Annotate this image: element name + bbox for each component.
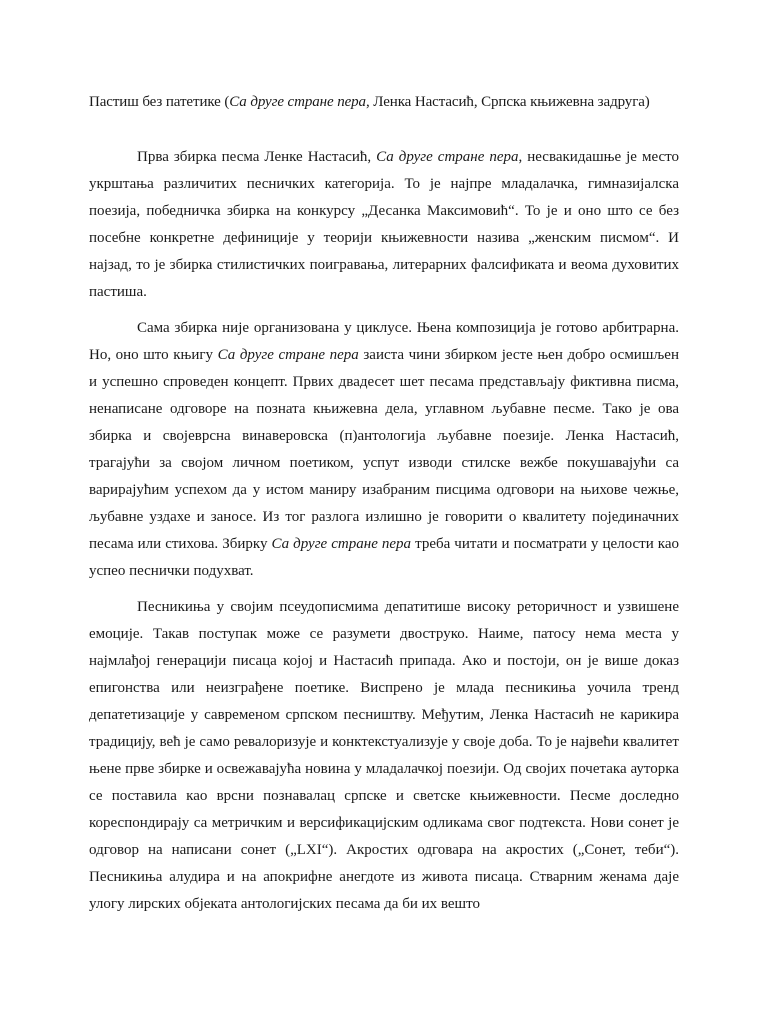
paragraph-2-book-name: Са друге стране пера xyxy=(217,347,359,363)
paragraph-1 xyxy=(89,144,679,306)
title-book-name: Са друге стране пера xyxy=(229,94,366,110)
paragraph-2-text-c: треба читати и посматрати у целости као успео песнички подухват. xyxy=(89,536,679,579)
paragraph-2-book-name-2: Са друге стране пера xyxy=(271,536,412,552)
paragraph-1-text-b: , несвакидашње је место укрштања различитих песничких категорија. То је најпре младалачка, гимназијалска поезија, победничка збирка на конкурсу „Десанка Максимовић“. То је и оно што се без посебне конкретне дефиниције у теорији књижевности назива „женским писмом“. И најзад, то је збирка стилистичких поигравања, литерарних фалсификата и веома духовитих пастиша. xyxy=(89,149,679,300)
document-title xyxy=(89,88,679,116)
paragraph-2 xyxy=(89,315,679,585)
paragraph-2-text-a: Сама збирка није организована у циклусе. Њена композиција је готово арбитрарна. Но, оно што књигу xyxy=(89,320,679,363)
paragraph-1-book-name: Са друге стране пера xyxy=(376,149,519,165)
paragraph-3-text: Песникиња у својим псеудописмима депатитише високу реторичност и узвишене емоције. Такав поступак може се разумети двоструко. Наиме, патосу нема места у најмлађој генерацији писаца којој и Настасић припада. Ако и постоји, он је више доказ епигонства или неизграђене поетике. Виспрено је млада песникиња уочила тренд депатетизације у савременом српском песништву. Међутим, Ленка Настасић не карикира традицију, већ је само ревалоризује и конктекстуализује у своје доба. То је највећи квалитет њене прве збирке и освежавајућа новина у младалачкој поезији. Од својих почетака ауторка се поставила као врсни познавалац српске и светске књижевности. Песме доследно кореспондирају са метричким и версификацијским одликама свог подтекста. Нови сонет је одговор на написани сонет („LXI“). Акростих одговара на акростих („Сонет, теби“). Песникиња алудира и на апокрифне анегдоте из живота писаца. Стварним женама даје улогу лирских објеката антологијских песама да би их вешто xyxy=(89,599,679,912)
paragraph-2-text-b: заиста чини збирком јесте њен добро осмишљен и успешно спроведен концепт. Првих двадесет шет песама представљају фиктивна писма, ненаписане одговоре на позната књижевна дела, углавном љубавне песме. Тако је ова збирка и својеврсна винаверовска (п)антологија љубавне поезије. Ленка Настасић, трагајући за својом личном поетиком, успут изводи стилске вежбе покушавајући са варирајућим успехом да у истом маниру изабраним писцима одговори на њихове чежње, љубавне уздахе и заносе. Из тог разлога излишно је говорити о квалитету појединачних песама или стихова. Збирку xyxy=(89,347,679,552)
paragraph-3 xyxy=(89,594,679,918)
paragraph-1-text-a: Прва збирка песма Ленке Настасић, xyxy=(137,149,377,165)
document-page xyxy=(89,88,679,927)
title-prefix: Пастиш без патетике ( xyxy=(89,94,230,110)
title-suffix: , Ленка Настасић, Српска књижевна задруга) xyxy=(365,94,650,110)
